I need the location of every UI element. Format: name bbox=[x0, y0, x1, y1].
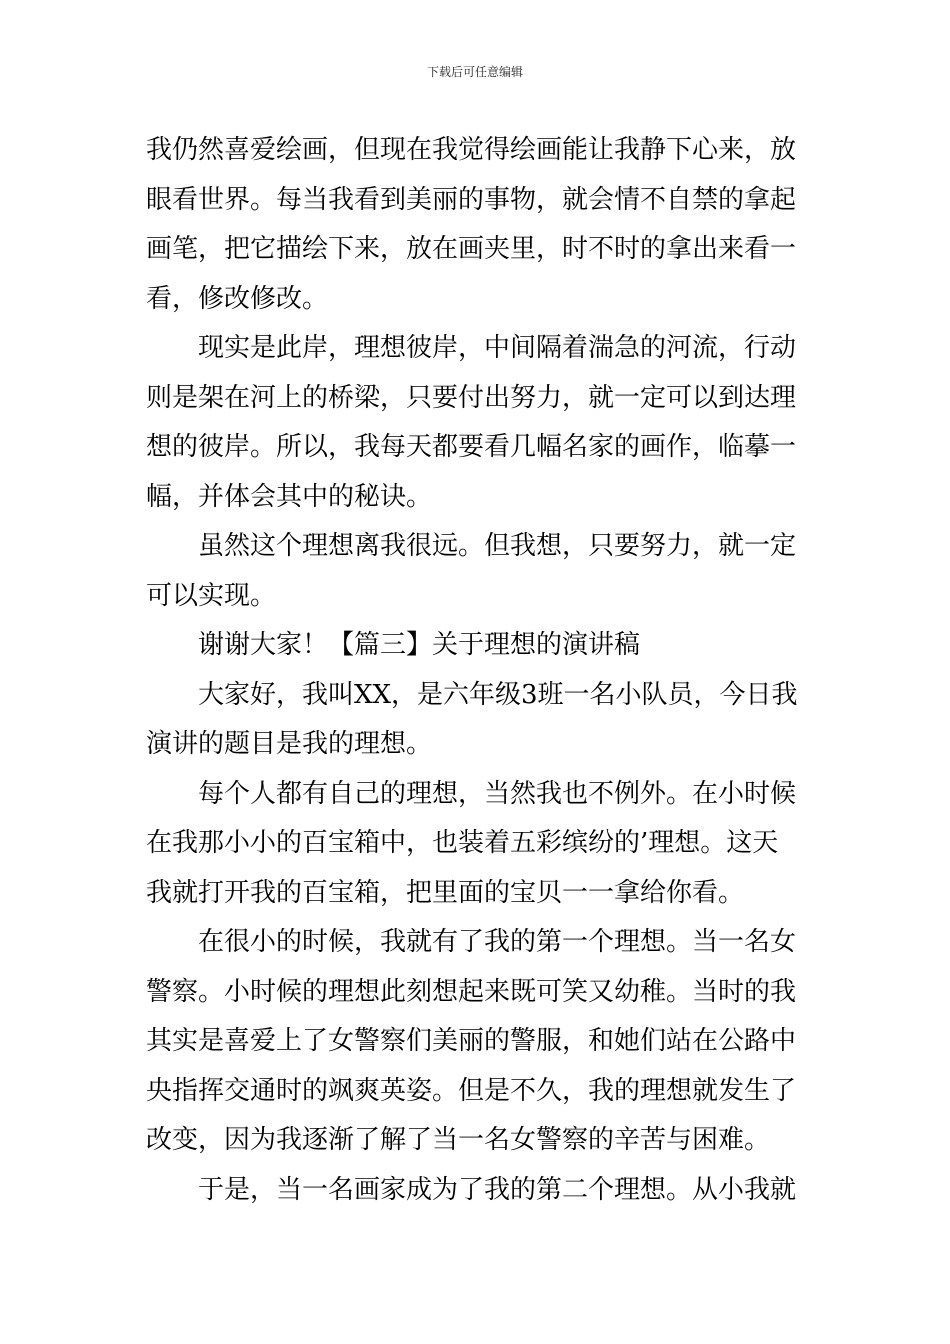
text-line: 演讲的题目是我的理想。 bbox=[146, 729, 433, 759]
text-line: 看，修改修改。 bbox=[146, 283, 329, 314]
text-line: 改变，因为我逐渐了解了当一名女警察的辛苦与困难。 bbox=[146, 1125, 771, 1155]
text-line: 幅，并体会其中的秘诀。 bbox=[146, 481, 433, 512]
text-line: 虽然这个理想离我很远。但我想，只要努力，就一定 bbox=[198, 531, 797, 561]
document-body bbox=[146, 126, 806, 1215]
text-line: 央指挥交通时的飒爽英姿。但是不久，我的理想就发生了 bbox=[146, 1075, 797, 1106]
text-line: 在很小的时候，我就有了我的第一个理想。当一名女 bbox=[198, 927, 797, 957]
text-line: 大家好，我叫XX，是六年级3班一名小队员，今日我 bbox=[198, 679, 798, 710]
page-header: 下载后可任意编辑 bbox=[426, 65, 523, 79]
text-line: 我仍然喜爱绘画，但现在我觉得绘画能让我静下心来，放 bbox=[146, 135, 797, 165]
text-line: 则是架在河上的桥梁，只要付出努力，就一定可以到达理 bbox=[146, 382, 797, 413]
text-line: 在我那小小的百宝箱中，也装着五彩缤纷的’理想。这天 bbox=[146, 828, 779, 858]
text-line: 可以实现。 bbox=[146, 580, 277, 611]
text-line: 眼看世界。每当我看到美丽的事物，就会情不自禁的拿起 bbox=[146, 184, 797, 215]
text-line: 警察。小时候的理想此刻想起来既可笑又幼稚。当时的我 bbox=[146, 976, 797, 1007]
text-line: 每个人都有自己的理想，当然我也不例外。在小时候 bbox=[198, 778, 797, 809]
text-line: 现实是此岸，理想彼岸，中间隔着湍急的河流，行动 bbox=[198, 333, 797, 363]
text-line: 想的彼岸。所以，我每天都要看几幅名家的画作，临摹一 bbox=[146, 432, 797, 462]
text-line: 我就打开我的百宝箱，把里面的宝贝一一拿给你看。 bbox=[146, 877, 745, 908]
text-line: 画笔，把它描绘下来，放在画夹里，时不时的拿出来看一 bbox=[146, 234, 797, 264]
text-line: 于是，当一名画家成为了我的第二个理想。从小我就 bbox=[198, 1174, 797, 1205]
text-line: 谢谢大家！【篇三】关于理想的演讲稿 bbox=[198, 630, 641, 660]
text-line: 其实是喜爱上了女警察们美丽的警服，和她们站在公路中 bbox=[146, 1026, 797, 1056]
